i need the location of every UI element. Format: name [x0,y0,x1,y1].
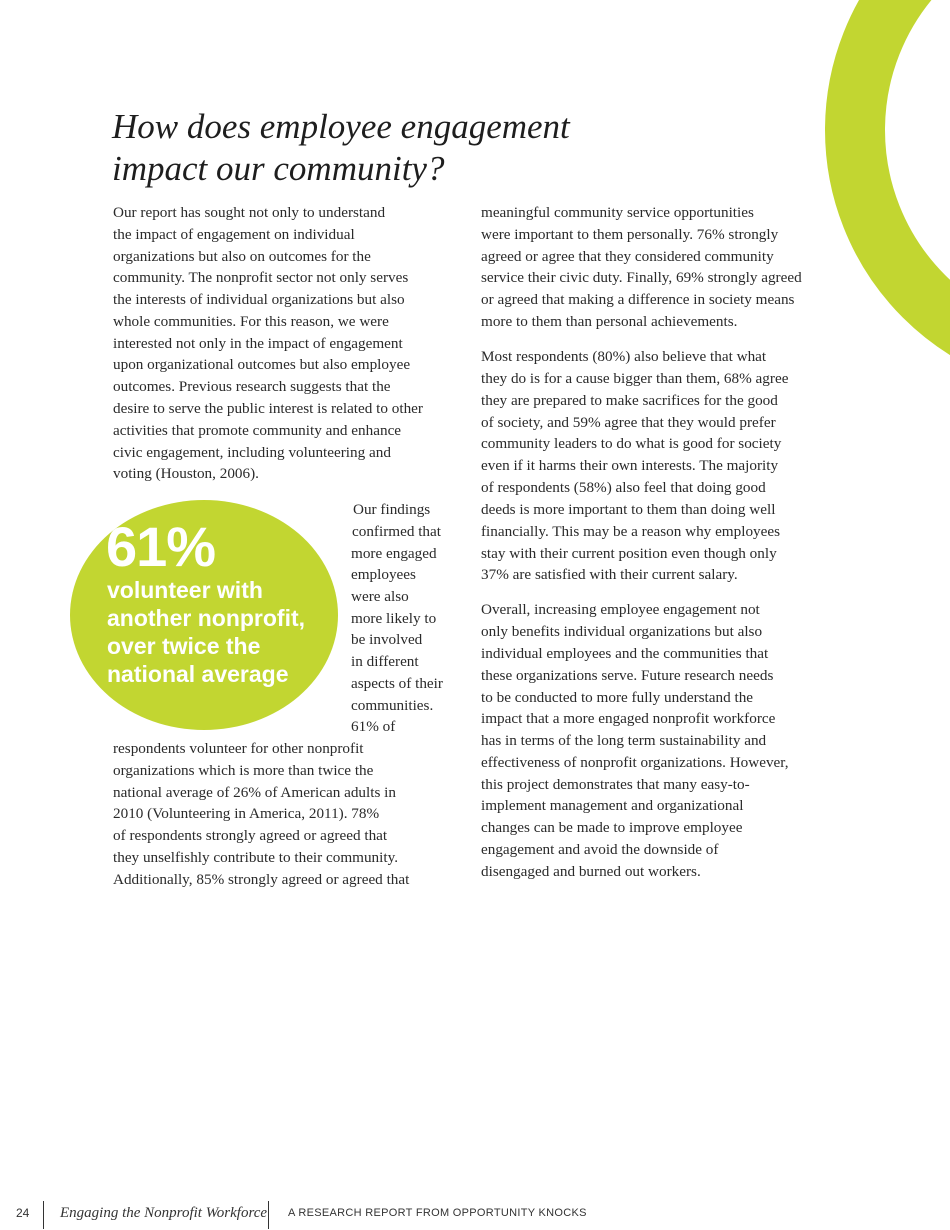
callout-line: volunteer with [107,577,263,603]
text-line: communities. [351,697,434,714]
text-line: Additionally, 85% strongly agreed or agreed that [113,871,410,888]
text-line: service their civic duty. Finally, 69% strongly agreed [481,269,802,286]
text-line: respondents volunteer for other nonprofit [113,740,364,757]
text-line: implement management and organizational [481,797,744,814]
text-line: community. The nonprofit sector not only serves [113,269,409,286]
text-line: Most respondents (80%) also believe that what [481,348,767,365]
text-line: confirmed that [352,523,441,540]
text-line: 37% are satisfied with their current salary. [481,566,738,583]
text-line: of society, and 59% agree that they would prefer [481,414,776,431]
text-line: stay with their current position even though only [481,545,777,562]
text-line: desire to serve the public interest is related to other [113,400,423,417]
text-line: whole communities. For this reason, we were [113,313,389,330]
callout-percent: 61% [106,515,216,578]
text-line: individual employees and the communities that [481,645,769,662]
text-line: agreed or agree that they considered community [481,248,774,265]
text-line: this project demonstrates that many easy-to- [481,776,750,793]
text-line: of respondents (58%) also feel that doing good [481,479,766,496]
text-line: they are prepared to make sacrifices for the good [481,392,778,409]
text-line: were important to them personally. 76% strongly [481,226,779,243]
text-line: more engaged [351,545,437,562]
footer-subtitle: A RESEARCH REPORT FROM OPPORTUNITY KNOCKS [288,1207,587,1219]
text-line: interested not only in the impact of engagement [113,335,403,352]
text-line: impact that a more engaged nonprofit workforce [481,710,776,727]
text-line: in different [351,653,419,670]
text-line: they do is for a cause bigger than them, 68% agree [481,370,789,387]
text-line: effectiveness of nonprofit organizations. However, [481,754,789,771]
text-line: Our report has sought not only to understand [113,204,386,221]
text-line: these organizations serve. Future research needs [481,667,774,684]
text-line: activities that promote community and enhance [113,422,402,439]
callout-line: another nonprofit, [107,605,306,631]
page-number: 24 [16,1206,30,1220]
text-line: were also [351,588,409,605]
text-line: the impact of engagement on individual [113,226,355,243]
text-line: employees [351,566,416,583]
text-line: to be conducted to more fully understand the [481,689,754,706]
text-line: the interests of individual organizations but also [113,291,405,308]
heading-line-1: How does employee engagement [112,107,570,146]
footer-divider [268,1201,269,1229]
page-heading [112,106,592,190]
text-line: voting (Houston, 2006). [113,465,259,482]
footer-divider [43,1201,44,1229]
callout-line: over twice the [107,633,261,659]
text-line: civic engagement, including volunteering and [113,444,391,461]
callout-line: national average [107,661,289,687]
text-line: 2010 (Volunteering in America, 2011). 78% [113,805,380,822]
text-line: aspects of their [351,675,443,692]
text-line: Our findings [353,501,431,518]
text-line: be involved [351,631,423,648]
heading-line-2: impact our community? [112,149,445,188]
text-line: changes can be made to improve employee [481,819,743,836]
text-line: deeds is more important to them than doing well [481,501,776,518]
text-line: has in terms of the long term sustainability and [481,732,767,749]
text-line: organizations which is more than twice the [113,762,374,779]
text-line: Overall, increasing employee engagement not [481,601,760,618]
text-line: disengaged and burned out workers. [481,863,701,880]
text-line: they unselfishly contribute to their community. [113,849,398,866]
text-line: engagement and avoid the downside of [481,841,719,858]
text-line: more to them than personal achievements. [481,313,738,330]
footer-title: Engaging the Nonprofit Workforce [60,1205,268,1221]
text-line: outcomes. Previous research suggests that the [113,378,391,395]
text-line: or agreed that making a difference in society means [481,291,795,308]
text-line: of respondents strongly agreed or agreed that [113,827,388,844]
text-line: community leaders to do what is good for society [481,435,782,452]
text-line: financially. This may be a reason why employees [481,523,781,540]
text-line: only benefits individual organizations but also [481,623,763,640]
text-line: upon organizational outcomes but also employee [113,356,411,373]
text-line: meaningful community service opportunities [481,204,754,221]
text-line: even if it harms their own interests. The majority [481,457,779,474]
text-line: national average of 26% of American adults in [113,784,396,801]
text-line: more likely to [351,610,437,627]
text-line: organizations but also on outcomes for the [113,248,371,265]
text-line: 61% of [351,718,396,735]
